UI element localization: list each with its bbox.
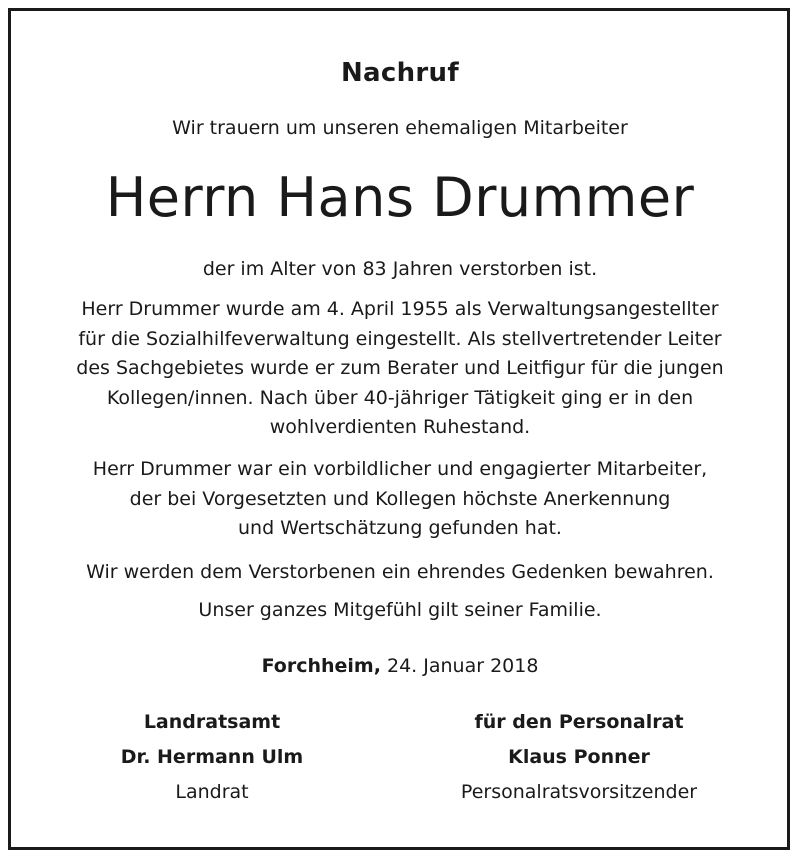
signature-right: [409, 705, 749, 810]
tribute-paragraph: [0, 455, 800, 544]
tribute-line: und Wertschätzung gefunden hat.: [238, 517, 562, 539]
right-role: Personalratsvorsitzender: [460, 781, 698, 803]
career-line: Herr Drummer wurde am 4. April 1955 als Verwaltungsangestellter: [81, 298, 719, 320]
tribute-line: der bei Vorgesetzten und Kollegen höchste Anerkennung: [129, 487, 671, 510]
left-signatory: Dr. Hermann Ulm: [120, 746, 304, 768]
place-name: Forchheim,: [261, 655, 381, 677]
career-paragraph: [0, 295, 800, 443]
left-organization: Landratsamt: [143, 711, 281, 733]
right-organization: für den Personalrat: [474, 711, 684, 733]
career-line: des Sachgebietes wurde er zum Berater und Leitfigur für die jungen: [76, 357, 724, 379]
intro-text: Wir trauern um unseren ehemaligen Mitarbeiter: [172, 117, 628, 139]
career-line: für die Sozialhilfeverwaltung eingestellt. Als stellvertretender Leiter: [78, 327, 722, 350]
notice-date: 24. Januar 2018: [386, 655, 539, 677]
tribute-line: Herr Drummer war ein vorbildlicher und engagierter Mitarbeiter,: [92, 458, 708, 480]
career-line: wohlverdienten Ruhestand.: [269, 416, 531, 438]
age-line: der im Alter von 83 Jahren verstorben ist.: [202, 258, 598, 280]
career-line: Kollegen/innen. Nach über 40-jähriger Tätigkeit ging er in den: [106, 386, 694, 409]
place-date-line: [0, 655, 800, 677]
signature-left: [42, 705, 382, 810]
condolence-line: Unser ganzes Mitgefühl gilt seiner Familie.: [198, 599, 602, 621]
deceased-name: Herrn Hans Drummer: [105, 166, 695, 229]
left-role: Landrat: [175, 781, 249, 803]
notice-heading: Nachruf: [341, 58, 459, 88]
remembrance-line: Wir werden dem Verstorbenen ein ehrendes Gedenken bewahren.: [86, 561, 714, 583]
right-signatory: Klaus Ponner: [508, 746, 650, 768]
